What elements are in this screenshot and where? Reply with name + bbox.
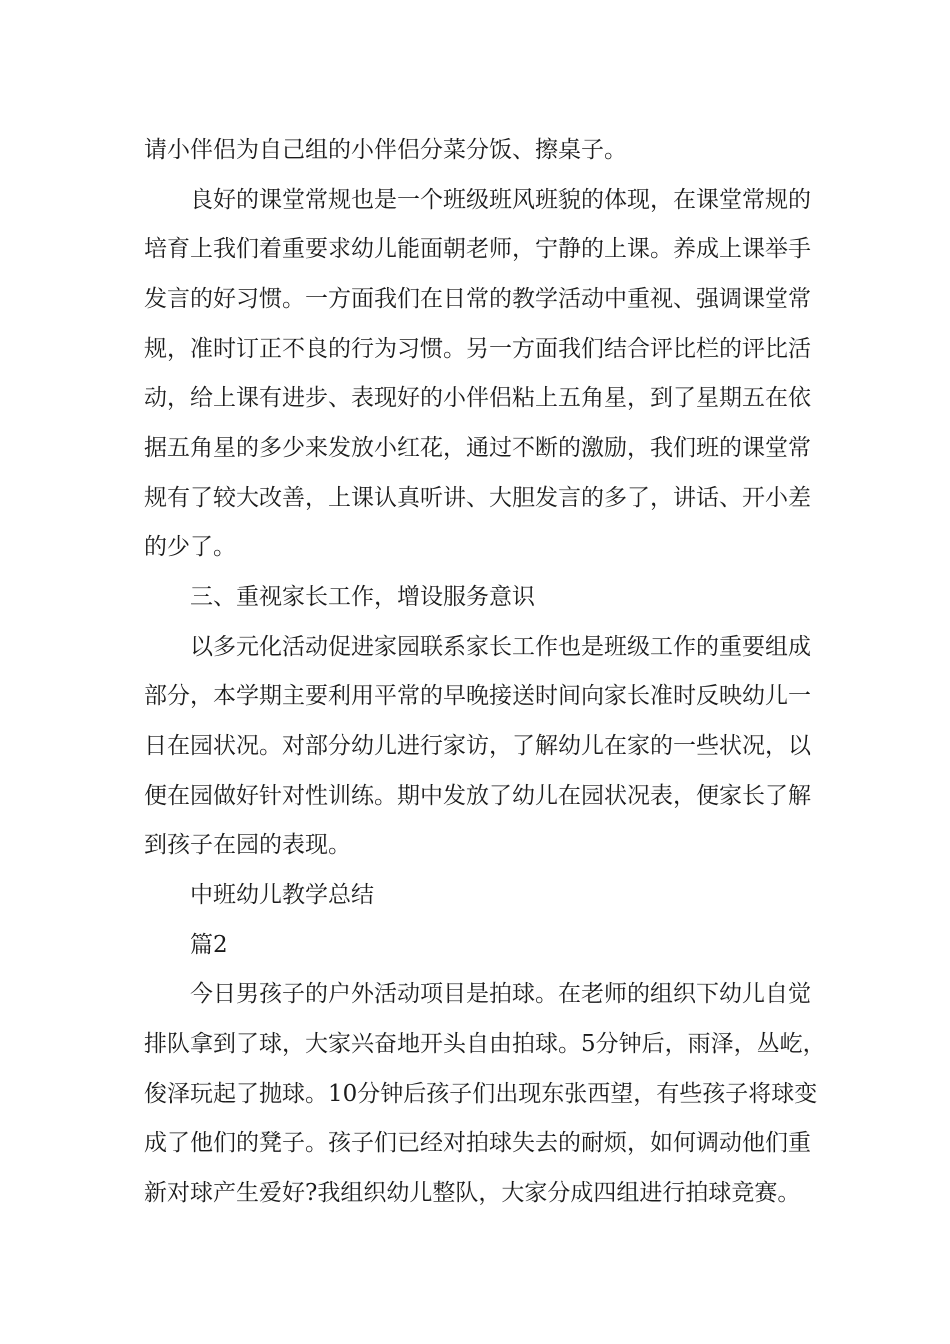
line-text: 成了他们的凳子。孩子们已经对拍球失去的耐烦，如何调动他们重 xyxy=(144,1130,811,1156)
text-line xyxy=(0,974,950,1014)
line-text: 日在园状况。对部分幼儿进行家访，了解幼儿在家的一些状况，以 xyxy=(144,733,811,759)
chapter-label xyxy=(0,925,950,965)
text-line xyxy=(0,527,950,567)
text-line xyxy=(0,1024,950,1064)
line-text: 据五角星的多少来发放小红花，通过不断的激励，我们班的课堂常 xyxy=(144,435,811,461)
line-text: 便在园做好针对性训练。期中发放了幼儿在园状况表，便家长了解 xyxy=(144,783,811,809)
line-text: 的少了。 xyxy=(144,534,236,560)
line-text: 以多元化活动促进家园联系家长工作也是班级工作的重要组成 xyxy=(190,634,811,660)
text-line xyxy=(0,676,950,716)
line-text: 动，给上课有进步、表现好的小伴侣粘上五角星，到了星期五在依 xyxy=(144,385,811,411)
text-line xyxy=(0,726,950,766)
line-text: 培育上我们着重要求幼儿能面朝老师，宁静的上课。养成上课举手 xyxy=(144,236,811,262)
text-line xyxy=(0,279,950,319)
section-heading xyxy=(0,577,950,617)
text-line xyxy=(0,1123,950,1163)
line-text: 今日男孩子的户外活动项目是拍球。在老师的组织下幼儿自觉 xyxy=(190,981,811,1007)
text-line xyxy=(0,130,950,170)
line-text: 篇2 xyxy=(190,932,228,958)
line-text: 规有了较大改善，上课认真听讲、大胆发言的多了，讲话、开小差 xyxy=(144,485,811,511)
line-text: 排队拿到了球，大家兴奋地开头自由拍球。5分钟后，雨泽，丛屹， xyxy=(144,1031,826,1057)
text-line xyxy=(0,776,950,816)
text-line xyxy=(0,825,950,865)
text-line xyxy=(0,478,950,518)
line-text: 新对球产生爱好?我组织幼儿整队，大家分成四组进行拍球竞赛。 xyxy=(144,1180,801,1206)
line-text: 发言的好习惯。一方面我们在日常的教学活动中重视、强调课堂常 xyxy=(144,286,811,312)
text-line xyxy=(0,378,950,418)
line-text: 请小伴侣为自己组的小伴侣分菜分饭、擦桌子。 xyxy=(144,137,627,163)
line-text: 部分，本学期主要利用平常的早晚接送时间向家长准时反映幼儿一 xyxy=(144,683,811,709)
text-line xyxy=(0,1173,950,1213)
line-text: 良好的课堂常规也是一个班级班风班貌的体现，在课堂常规的 xyxy=(190,187,811,213)
text-line xyxy=(0,329,950,369)
line-text: 俊泽玩起了抛球。10分钟后孩子们出现东张西望，有些孩子将球变 xyxy=(144,1081,818,1107)
text-line xyxy=(0,1074,950,1114)
document-title xyxy=(0,875,950,915)
line-text: 到孩子在园的表现。 xyxy=(144,832,351,858)
text-line xyxy=(0,180,950,220)
line-text: 三、重视家长工作，增设服务意识 xyxy=(190,584,535,610)
text-line xyxy=(0,428,950,468)
text-line xyxy=(0,627,950,667)
text-line xyxy=(0,229,950,269)
line-text: 中班幼儿教学总结 xyxy=(190,882,374,908)
line-text: 规，准时订正不良的行为习惯。另一方面我们结合评比栏的评比活 xyxy=(144,336,811,362)
